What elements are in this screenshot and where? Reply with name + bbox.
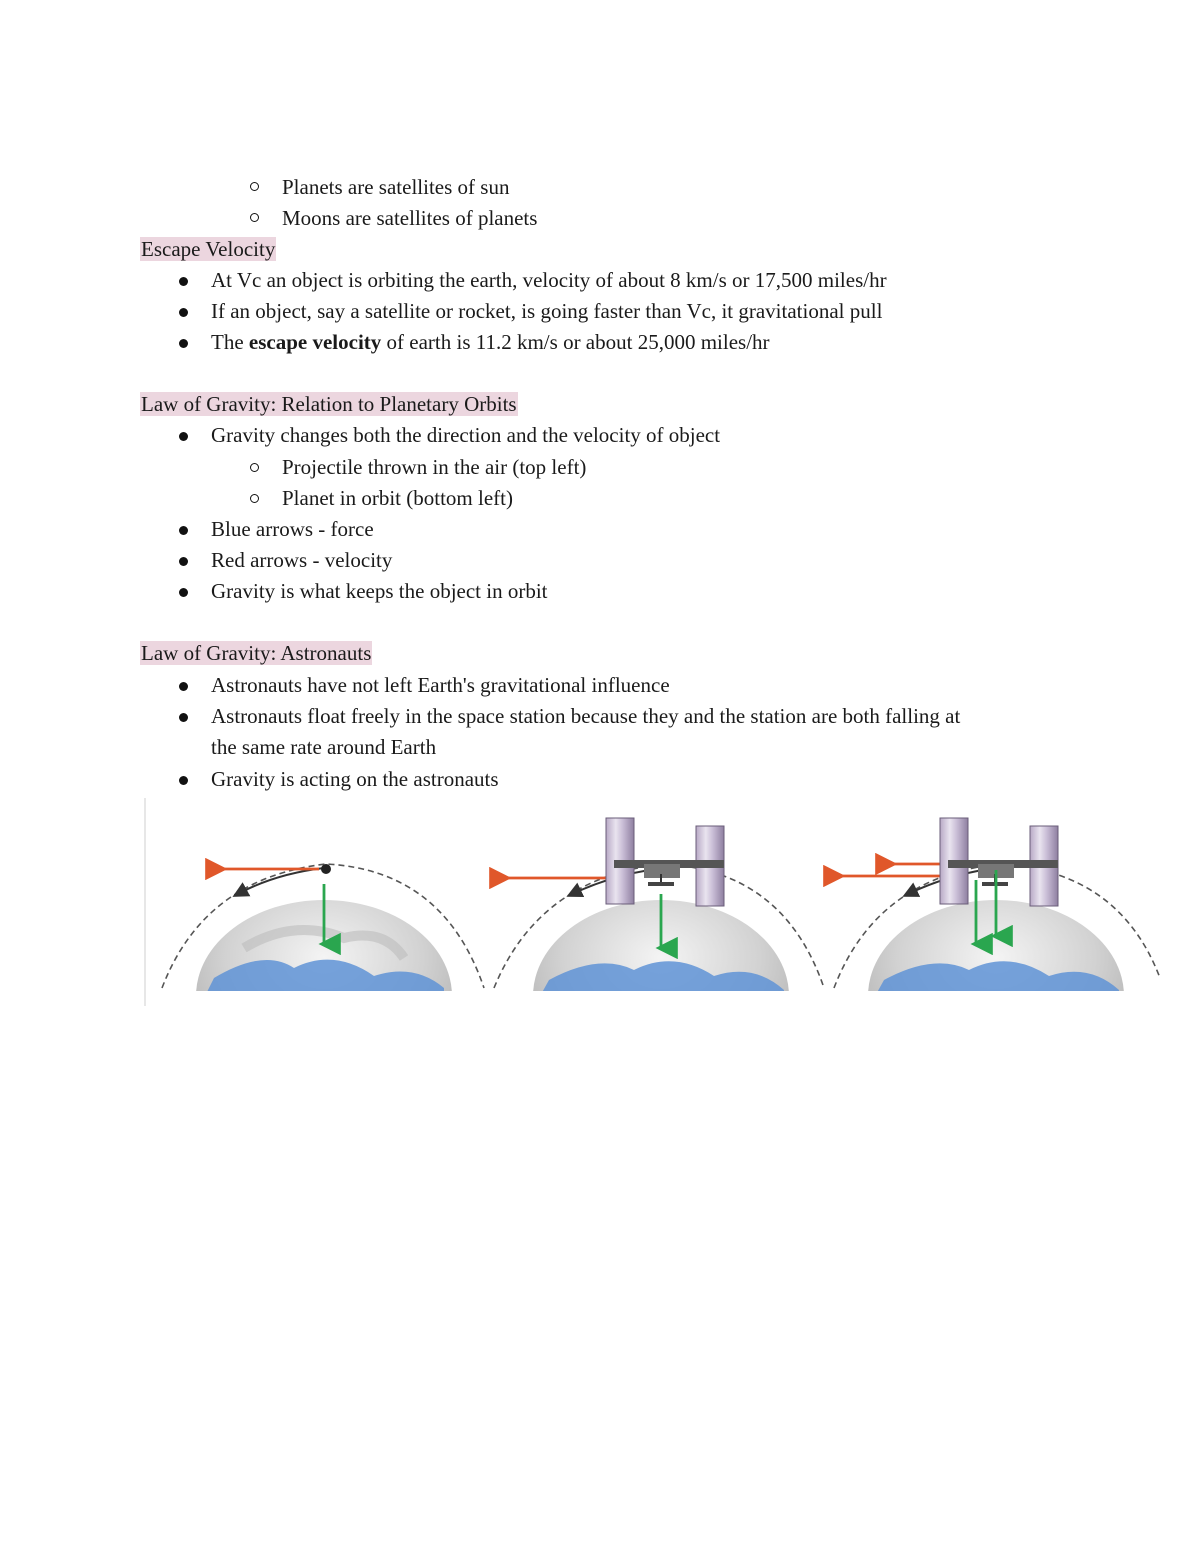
bullet-faster-than-vc: If an object, say a satellite or rocket, is going faster than Vc, it gravitational pull <box>211 299 883 323</box>
bullet-not-left-earth: Astronauts have not left Earth's gravitational influence <box>211 673 670 697</box>
space-station-icon <box>940 818 1058 906</box>
sub-bullet-marker <box>250 463 259 472</box>
heading-planetary-orbits: Law of Gravity: Relation to Planetary Orbits <box>141 392 517 416</box>
sub-bullet-marker <box>250 213 259 222</box>
orbit-figure <box>144 798 1160 1006</box>
sub-bullet-moons: Moons are satellites of planets <box>282 206 538 230</box>
bullet-marker <box>179 682 188 691</box>
bullet-gravity-keeps: Gravity is what keeps the object in orbit <box>211 579 548 603</box>
sub-bullet-planet-orbit: Planet in orbit (bottom left) <box>282 486 513 510</box>
heading-astronauts: Law of Gravity: Astronauts <box>141 641 372 665</box>
bullet-float-freely: Astronauts float freely in the space station because they and the station are both falling at <box>211 704 961 728</box>
text-segment: of earth is 11.2 km/s or about 25,000 miles/hr <box>381 330 770 354</box>
bullet-vc-orbit: At Vc an object is orbiting the earth, velocity of about 8 km/s or 17,500 miles/hr <box>211 268 887 292</box>
sub-bullet-projectile: Projectile thrown in the air (top left) <box>282 455 587 479</box>
orbit-figure-svg <box>144 798 1160 1006</box>
bullet-escape-velocity <box>211 328 770 356</box>
sub-bullet-planets: Planets are satellites of sun <box>282 175 510 199</box>
space-station-icon <box>606 818 724 906</box>
bullet-red-arrows: Red arrows - velocity <box>211 548 393 572</box>
section-planetary-orbits <box>140 390 518 418</box>
bullet-marker <box>179 339 188 348</box>
bullet-float-freely-continuation: the same rate around Earth <box>211 735 437 759</box>
sub-bullet-marker <box>250 494 259 503</box>
bullet-blue-arrows: Blue arrows - force <box>211 517 374 541</box>
bullet-marker <box>179 713 188 722</box>
bullet-marker <box>179 308 188 317</box>
orbit-direction-arrow <box>236 868 324 895</box>
bullet-marker <box>179 588 188 597</box>
bullet-marker <box>179 526 188 535</box>
text-segment: The <box>211 330 249 354</box>
bold-term-escape-velocity: escape velocity <box>248 330 382 354</box>
section-astronauts <box>140 639 372 667</box>
bullet-gravity-changes: Gravity changes both the direction and the velocity of object <box>211 423 721 447</box>
bullet-marker <box>179 557 188 566</box>
panel-station-orbit <box>494 818 824 1006</box>
sub-bullet-marker <box>250 182 259 191</box>
bullet-marker <box>179 776 188 785</box>
bullet-marker <box>179 277 188 286</box>
bullet-marker <box>179 432 188 441</box>
heading-escape-velocity: Escape Velocity <box>141 237 276 261</box>
panel-astronaut-orbit <box>162 864 484 1006</box>
section-escape-velocity <box>140 235 276 263</box>
panel-station-with-astronaut-orbit <box>834 818 1160 1006</box>
bullet-gravity-acting: Gravity is acting on the astronauts <box>211 767 499 791</box>
astronaut-icon <box>321 864 331 874</box>
